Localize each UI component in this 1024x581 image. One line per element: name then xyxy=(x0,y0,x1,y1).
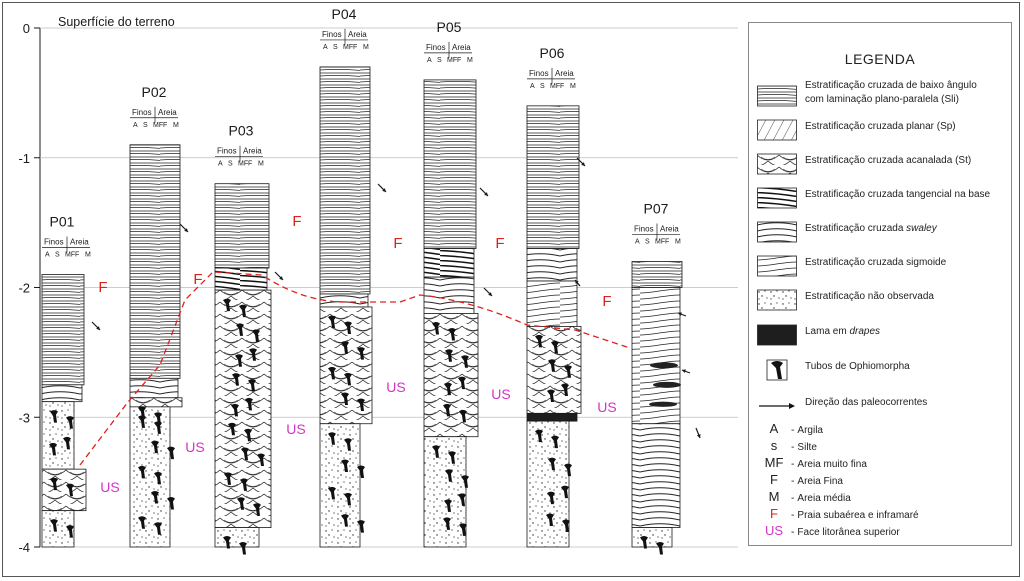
depth-tick-label: -4 xyxy=(18,540,30,555)
scale-col-a: A xyxy=(45,251,50,259)
profile-label-p07: P07 xyxy=(643,200,669,217)
scale-header-sand: Areia xyxy=(158,107,177,117)
legend-panel xyxy=(748,22,1012,546)
facies-layer-sw xyxy=(632,424,680,528)
legend-swatch-dir xyxy=(757,395,797,417)
scale-col-a: A xyxy=(133,121,138,129)
scale-col-mf: MF xyxy=(447,56,458,64)
abbreviation-row xyxy=(757,523,900,539)
scale-header-sand: Areia xyxy=(555,68,574,78)
facies-label-f: F xyxy=(602,293,612,310)
abbreviation-description: Silte xyxy=(797,442,817,453)
abbreviation-row xyxy=(757,455,867,471)
arrow-right-icon xyxy=(789,403,795,409)
legend-item-label xyxy=(805,256,946,270)
abbreviation-separator: - xyxy=(791,492,798,504)
scale-col-f: F xyxy=(163,121,168,129)
scale-col-s: S xyxy=(333,43,338,51)
scale-col-a: A xyxy=(530,82,535,90)
facies-label-us: US xyxy=(491,386,511,402)
profile-label-p04: P04 xyxy=(331,5,357,22)
facies-layer-nao xyxy=(42,402,74,469)
ophiomorpha-tube-icon xyxy=(239,542,247,555)
legend-item-label xyxy=(805,154,971,168)
ophiomorpha-icon xyxy=(771,361,783,379)
abbreviation-row xyxy=(757,472,843,488)
mud-drape-lens xyxy=(650,362,678,368)
legend-swatch-sp xyxy=(757,119,797,141)
scale-col-s: S xyxy=(645,238,650,246)
scale-col-mf: MF xyxy=(153,121,164,129)
facies-label-us: US xyxy=(100,479,120,495)
legend-item-label xyxy=(805,222,937,236)
abbreviation-description: Face litorânea superior xyxy=(797,527,900,538)
depth-tick-label: 0 xyxy=(22,21,30,36)
abbreviation-separator: - xyxy=(791,458,798,470)
abbreviation-separator: - xyxy=(791,509,798,521)
facies-label-f: F xyxy=(98,279,108,296)
scale-col-mf: MF xyxy=(655,238,666,246)
scale-col-a: A xyxy=(635,238,640,246)
legend-item-text: Estratificação cruzada acanalada (St) xyxy=(805,155,972,166)
legend-item-text: Estratificação cruzada tangencial na base xyxy=(805,189,991,200)
legend-item-label xyxy=(805,290,934,304)
scale-col-s: S xyxy=(143,121,148,129)
scale-header-fines: Finos xyxy=(132,107,152,117)
facies-label-f: F xyxy=(393,235,403,252)
legend-swatch-nao xyxy=(757,289,797,311)
facies-layer-nao xyxy=(320,424,360,547)
scale-col-s: S xyxy=(228,160,233,168)
abbreviation-separator: - xyxy=(791,441,798,453)
facies-layer-sw xyxy=(424,277,474,313)
legend-item-text: Estratificação não observada xyxy=(805,291,934,302)
legend-swatch-st xyxy=(757,153,797,175)
mud-drape-lens xyxy=(649,402,677,407)
legend-swatch-tan xyxy=(757,187,797,209)
legend-item-italic: drapes xyxy=(846,326,881,337)
legend-pattern xyxy=(758,120,797,140)
facies-layer-sli xyxy=(632,262,682,288)
mud-drape-lens xyxy=(653,382,681,388)
scale-header-fines: Finos xyxy=(44,237,64,247)
scale-col-f: F xyxy=(560,82,565,90)
legend-item-text: Estratificação cruzada de baixo ângulo xyxy=(805,80,977,91)
scale-col-a: A xyxy=(427,56,432,64)
legend-pattern xyxy=(758,188,797,208)
legend-item-text-line2: com laminação plano-paralela (Sli) xyxy=(805,94,959,105)
legend-item-label xyxy=(805,120,956,134)
legend-swatch-lama xyxy=(757,324,797,346)
legend-item-label xyxy=(805,325,880,339)
scale-col-m: M xyxy=(258,160,264,168)
facies-layer-nao xyxy=(424,437,466,547)
legend-swatch-sig xyxy=(757,255,797,277)
depth-tick-label: -2 xyxy=(18,280,30,296)
facies-layer-st xyxy=(130,398,182,407)
facies-layer-tan xyxy=(424,249,474,278)
scale-col-f: F xyxy=(353,43,358,51)
scale-header-fines: Finos xyxy=(426,42,446,52)
abbreviation-row xyxy=(757,438,817,454)
facies-layer-tan xyxy=(215,268,267,290)
legend-item-label xyxy=(805,396,927,410)
legend-pattern xyxy=(758,222,797,242)
scale-col-s: S xyxy=(437,56,442,64)
facies-layer-sw xyxy=(42,385,82,402)
abbreviation-row xyxy=(757,421,823,437)
facies-layer-sig xyxy=(527,281,577,326)
facies-layer-nao xyxy=(130,407,170,547)
facies-label-f: F xyxy=(193,271,203,288)
facies-label-us: US xyxy=(597,399,617,415)
facies-label-us: US xyxy=(185,439,205,455)
abbreviation-separator: - xyxy=(791,424,798,436)
legend-item-label xyxy=(805,79,977,107)
facies-layer-nao xyxy=(527,421,569,547)
scale-header-fines: Finos xyxy=(634,224,654,234)
profile-label-p03: P03 xyxy=(228,122,254,139)
legend-swatch-sli xyxy=(757,85,797,107)
profile-label-p06: P06 xyxy=(539,44,565,61)
profile-label-p01: P01 xyxy=(49,213,75,230)
scale-header-fines: Finos xyxy=(322,29,342,39)
facies-layer-sw xyxy=(527,249,577,281)
legend-item-label xyxy=(805,360,910,374)
legend-pattern xyxy=(758,256,797,276)
legend-item-label xyxy=(805,188,990,202)
abbreviation-separator: - xyxy=(791,475,798,487)
scale-header-fines: Finos xyxy=(217,146,237,156)
facies-layer-sli xyxy=(320,67,370,294)
abbreviation-separator: - xyxy=(791,526,798,538)
scale-header-sand: Areia xyxy=(660,224,679,234)
legend-swatch-sw xyxy=(757,221,797,243)
scale-col-mf: MF xyxy=(238,160,249,168)
legend-item-text: Direção das paleocorrentes xyxy=(805,397,928,408)
facies-label-f: F xyxy=(495,235,505,252)
facies-layer-sli xyxy=(424,80,476,249)
abbreviation-key: A xyxy=(769,421,779,436)
profile-label-p05: P05 xyxy=(436,18,462,35)
abbreviation-description: Areia média xyxy=(797,493,851,504)
facies-layer-sli xyxy=(130,145,180,379)
legend-item-text: Estratificação cruzada planar (Sp) xyxy=(805,121,956,132)
scale-col-m: M xyxy=(173,121,179,129)
abbreviation-description: Areia Fina xyxy=(797,476,843,487)
abbreviation-key: F xyxy=(770,506,778,521)
legend-pattern xyxy=(758,154,797,174)
abbreviation-key: US xyxy=(764,523,784,538)
scale-col-m: M xyxy=(467,56,473,64)
scale-col-m: M xyxy=(85,251,91,259)
abbreviation-description: Areia muito fina xyxy=(797,459,867,470)
legend-swatch-tubo xyxy=(757,359,797,381)
legend-item-text: Lama em xyxy=(805,326,847,337)
scale-col-a: A xyxy=(323,43,328,51)
facies-layer-lama xyxy=(527,413,577,421)
scale-col-m: M xyxy=(363,43,369,51)
facies-layer-nao xyxy=(632,528,672,547)
scale-col-m: M xyxy=(570,82,576,90)
abbreviation-description: Praia subaérea e inframaré xyxy=(797,510,919,521)
facies-layer-sli xyxy=(215,184,269,268)
abbreviation-row xyxy=(757,506,919,522)
ophiomorpha-tube-icon xyxy=(656,542,664,555)
depth-tick-label: -1 xyxy=(18,150,30,166)
abbreviation-key: F xyxy=(770,472,778,487)
scale-col-f: F xyxy=(75,251,80,259)
abbreviation-key: MF xyxy=(764,455,784,470)
facies-layer-sli xyxy=(527,106,579,249)
facies-label-us: US xyxy=(286,421,306,437)
scale-col-mf: MF xyxy=(343,43,354,51)
legend-pattern xyxy=(758,290,797,310)
surface-label: Superfície do terreno xyxy=(58,15,175,29)
abbreviation-key: s xyxy=(770,438,778,453)
profile-label-p02: P02 xyxy=(141,83,167,100)
facies-layer-sw xyxy=(130,378,178,397)
legend-item-text: Estratificação cruzada xyxy=(805,223,904,234)
scale-col-mf: MF xyxy=(65,251,76,259)
scale-col-m: M xyxy=(675,238,681,246)
facies-layer-sw xyxy=(320,294,368,307)
legend-pattern xyxy=(758,86,797,106)
legend-item-text: Tubos de Ophiomorpha xyxy=(805,361,910,372)
scale-col-f: F xyxy=(248,160,253,168)
legend-pattern xyxy=(758,325,797,345)
abbreviation-key: M xyxy=(768,489,780,504)
abbreviation-row xyxy=(757,489,851,505)
scale-col-a: A xyxy=(218,160,223,168)
facies-layer-st xyxy=(42,469,86,511)
legend-item-italic: swaley xyxy=(903,223,937,234)
facies-label-us: US xyxy=(386,379,406,395)
scale-col-mf: MF xyxy=(550,82,561,90)
legend-item-text: Estratificação cruzada sigmoide xyxy=(805,257,947,268)
scale-col-f: F xyxy=(665,238,670,246)
scale-header-sand: Areia xyxy=(452,42,471,52)
facies-layer-sli xyxy=(42,275,84,385)
scale-header-sand: Areia xyxy=(70,237,89,247)
scale-header-fines: Finos xyxy=(529,68,549,78)
scale-col-s: S xyxy=(55,251,60,259)
scale-col-s: S xyxy=(540,82,545,90)
depth-tick-label: -3 xyxy=(18,410,30,426)
abbreviation-description: Argila xyxy=(797,425,823,436)
scale-col-f: F xyxy=(457,56,462,64)
legend-title: LEGENDA xyxy=(844,51,916,67)
facies-label-f: F xyxy=(292,213,302,230)
scale-header-sand: Areia xyxy=(243,146,262,156)
facies-layer-nao xyxy=(215,528,259,547)
scale-header-sand: Areia xyxy=(348,29,367,39)
